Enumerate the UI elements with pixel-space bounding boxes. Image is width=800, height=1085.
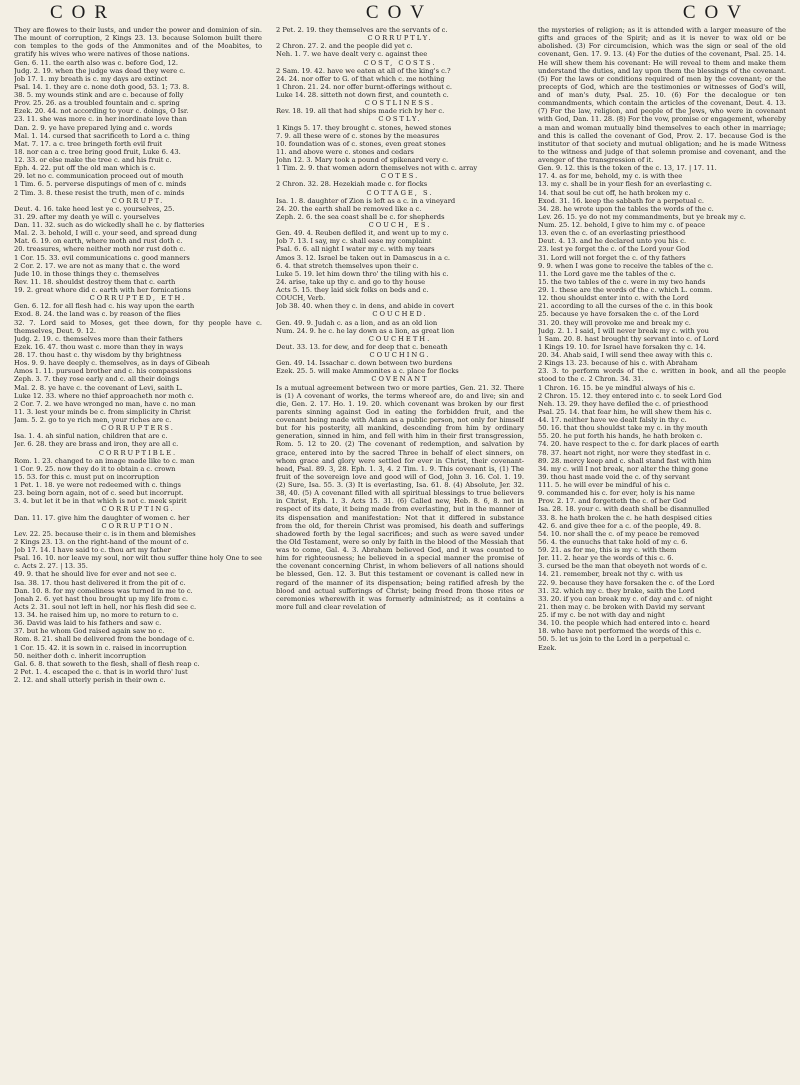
entry-line: 1 Sam. 20. 8. hast brought thy servant into c. of Lord: [538, 334, 719, 343]
entry-line: 13. even the c. of an everlasting priesthood: [538, 229, 686, 238]
entry-line: Deut. 4. 13. and he declared unto you his c.: [538, 237, 687, 246]
entry-line: 22. 9. because they have forsaken the c. of the Lord: [538, 578, 715, 587]
entry-line: Gen. 6. 11. the earth also was c. before God, 12.: [14, 58, 178, 67]
entry-line: 31. 20. they will provoke me and break my c.: [538, 318, 691, 327]
entry-line: Rev. 11. 18. shouldst destroy them that c. earth: [14, 277, 176, 286]
entry-line: 1 Kings 5. 17. they brought c. stones, hewed stones: [276, 123, 452, 132]
entry-line: 2 Tim. 3. 8. these resist the truth, men of c. minds: [14, 188, 185, 197]
entry-line: COVENANT: [371, 375, 429, 384]
entry-line: Luke 12. 33. where no thief approacheth nor moth c.: [14, 391, 194, 400]
entry-line: Isa. 38. 17. thou hast delivered it from the pit of c.: [14, 578, 186, 587]
entry-line: 24. arise, take up thy c. and go to thy house: [276, 277, 426, 286]
entry-line: Exod. 31. 16. keep the sabbath for a perpetual c.: [538, 196, 705, 205]
entry-line: 19. 2. great whore did c. earth with her fornications: [14, 286, 191, 294]
entry-line: Job 17. 14. I have said to c. thou art my father: [14, 546, 171, 554]
entry-line: 37. but he whom God raised again saw no c.: [14, 627, 165, 636]
entry-line: 21. then may c. be broken with David my servant: [538, 602, 705, 611]
entry-line: 2 Chron. 32. 28. Hezekiah made c. for flocks: [276, 180, 428, 189]
entry-line: CORRUPTLY.: [367, 34, 433, 43]
entry-line: 89. 28. mercy keep and c. shall stand fast with him: [538, 456, 712, 465]
entry-line: COSTLINESS.: [364, 99, 436, 108]
entry-line: Gen. 49. 14. Issachar c. down between two burdens: [276, 359, 453, 368]
entry-line: Dan. 10. 8. for my comeliness was turned in me to c.: [14, 586, 193, 595]
entry-line: Dan. 11. 17. give him the daughter of women c. her: [14, 513, 190, 522]
entry-line: 21. according to all the curses of the c. in this book: [538, 302, 713, 311]
entry-line: 14. that soul be cut off, he hath broken my c.: [538, 188, 691, 197]
entry-line: Judg. 2. 1. I said, I will never break my c. with you: [538, 326, 709, 335]
entry-line: 2 Chron. 27. 2. and the people did yet c.: [276, 42, 413, 51]
entry-line: Job 38. 40. when they c. in dens, and abide in covert: [276, 302, 455, 311]
entry-line: Judg. 2. 19. c. themselves more than their fathers: [14, 334, 183, 343]
entry-line: 1 Cor. 9. 25. now they do it to obtain a c. crown: [14, 464, 176, 473]
entry-line: 31. 32. which my c. they brake, saith the Lord: [538, 586, 695, 595]
entry-line: 13. my c. shall be in your flesh for an everlasting c.: [538, 180, 712, 189]
entry-line: 50. 5. let us join to the Lord in a perpetual c.: [538, 635, 691, 644]
entry-line: 31. Lord will not forget the c. of thy fathers: [538, 253, 686, 262]
headword-center: COV: [365, 2, 434, 23]
entry-line: Zeph. 3. 7. they rose early and c. all their doings: [14, 375, 180, 384]
entry-line: 36. David was laid to his fathers and saw c.: [14, 619, 162, 628]
entry-line: Acts 2. 31. soul not left in hell, nor his flesh did see c.: [14, 602, 197, 611]
entry-line: 34. 28. he wrote upon the tables the words of the c.: [538, 204, 714, 213]
entry-line: 7. 9. all these were of c. stones by the measures: [276, 131, 440, 140]
entry-line: 23. being born again, not of c. seed but incorrupt.: [14, 489, 184, 498]
entry-line: Luke 5. 19. let him down thro' the tiling with his c.: [276, 269, 449, 278]
entry-line: 13. 34. he raised him up, no more to return to c.: [14, 611, 179, 619]
entry-line: Neh. 1. 7. we have dealt very c. against thee: [276, 50, 428, 59]
entry-line: Prov. 25. 26. as a troubled fountain and c. spring: [14, 99, 180, 108]
entry-line: 55. 20. he put forth his hands, he hath broken c.: [538, 432, 703, 441]
entry-line: 18. who have not performed the words of this c.: [538, 627, 702, 636]
entry-line: COTTAGE, S.: [366, 188, 434, 197]
entry-line: Isa. 1. 4. ah sinful nation, children that are c.: [14, 432, 168, 441]
entry-line: 33. 8. he hath broken the c. he hath despised cities: [538, 513, 712, 522]
entry-line: 56. 4. the eunuchs that take hold of my c. 6.: [538, 537, 688, 546]
entry-line: 1 Tim. 2. 9. that women adorn themselves not with c. array: [276, 164, 478, 173]
entry-line: Is a mutual agreement between two or more parties, Gen. 21. 32. There is (1) A covenant of works, the terms whereof are, do and live; sin and die, Gen. 2. 17. Ho. 1. 19. 20. which covenant was broken by our first parents sinning against God in eating the forbidden fruit, and the covenant being made with Adam as a public person, not only for himself but for his posterity, all mankind, descending from him by ordinary generation, sinned in him, and fell with him in their first transgression, Rom. 5. 12 to 20. (2) The covenant of redemption, and salvation by grace, entered into by the sacred Three in behalf of elect sinners, on whom grace and glory were settled for ever in Christ, their covenant-head, Psal. 89. 3, 28. Eph. 1. 3, 4. 2 Tim. 1. 9. This covenant is, (1) The fruit of the sovereign love and good will of God, John 3. 16. Col. 1. 19. (2) Sure, Isa. 55. 3. (3) It is everlasting, Isa. 61. 8. (4) Absolute, Jer. 32. 38, 40. (5) A covenant filled with all spiritual blessings to true believers in Christ, Eph. 1. 3. Acts 15. 31. (6) Called new, Heb. 8. 6, 8. not in respect of its date, it being made from everlasting, but in the manner of its dispensation and manifestation: Not that it differed in substance from the old, for therein Christ was promised, his death and sufferings shadowed forth by the legal sacrifices; and such as were saved under the Old Testament, were so only by faith in the blood of the Messiah that was to come, Gal. 4. 3. Abraham believed God, and it was counted to him for righteousness; he believed in a special manner the promise of the covenant concerning Christ, in whom believers of all nations should be blessed, Gen. 12. 3. But this testament or covenant is called new in regard of the manner of its dispensation; being ratified afresh by the blood and actual sufferings of Christ; being freed from those rites or ceremonies wherewith it was formerly administred; as it contains a more full and clear revelation of: [276, 383, 524, 611]
entry-line: 1 Pet. 1. 18. ye were not redeemed with c. things: [14, 481, 181, 489]
entry-line: 1 Chron. 16. 15. be ye mindful always of his c.: [538, 383, 696, 392]
entry-line: Job 17. 1. my breath is c. my days are extinct: [14, 74, 168, 83]
entry-line: Hos. 9. 9. have deeply c. themselves, as in days of Gibeah: [14, 359, 210, 368]
entry-line: 2 Kings 13. 23. because of his c. with Abraham: [538, 359, 698, 368]
entry-line: 29. let no c. communication proceed out of mouth: [14, 172, 184, 181]
entry-line: 24. 20. the earth shall be removed like a c.: [276, 204, 422, 213]
entry-line: 78. 37. heart not right, nor were they stedfast in c.: [538, 448, 711, 457]
entry-line: CORRUPT.: [111, 196, 165, 205]
entry-line: CORRUPTIBLE.: [98, 448, 178, 457]
entry-line: Deut. 33. 13. for dew, and for deep that c. beneath: [276, 342, 448, 351]
entry-line: COUCHED.: [372, 310, 428, 319]
entry-line: 12. 33. or else make the tree c. and his fruit c.: [14, 156, 172, 164]
entry-line: Rom. 8. 21. shall be delivered from the bondage of c.: [14, 635, 195, 644]
entry-line: 49. 9. that he should live for ever and not see c.: [14, 570, 177, 579]
entry-line: Luke 14. 28. sitteth not down first, and counteth c.: [276, 91, 449, 99]
entry-line: 1 Cor. 15. 42. it is sown in c. raised in incorruption: [14, 643, 187, 652]
entry-line: Lev. 26. 15. ye do not my commandments, but ye break my c.: [538, 212, 746, 221]
column-3: [538, 26, 786, 1078]
entry-line: Deut. 4. 16. take heed lest ye c. yourselves, 25.: [14, 204, 175, 213]
entry-line: Gen. 49. 4. Reuben defiled it, and went up to my c.: [276, 229, 449, 238]
entry-line: 1 Chron. 21. 24. nor offer burnt-offerings without c.: [276, 82, 452, 91]
entry-line: 20. 34. Ahab said, I will send thee away with this c.: [538, 351, 713, 359]
entry-line: 33. 20. if you can break my c. of day and c. of night: [538, 594, 713, 603]
entry-line: 9. commanded his c. for ever, holy is his name: [538, 489, 695, 498]
entry-line: Psal. 16. 10. nor leave my soul, nor wilt thou suffer thine holy One to see c. Acts 2. 27. | 13. 35.: [14, 554, 262, 571]
entry-line: Psal. 25. 14. that fear him, he will shew them his c.: [538, 407, 712, 416]
entry-line: 39. thou hast made void the c. of thy servant: [538, 472, 690, 481]
entry-line: Dan. 2. 9. ye have prepared lying and c. words: [14, 123, 173, 132]
entry-line: Judg. 2. 19. when the judge was dead they were c.: [14, 66, 186, 75]
entry-line: Dan. 11. 32. such as do wickedly shall he c. by flatteries: [14, 221, 205, 229]
entry-line: 2 Cor. 2. 17. we are not as many that c. the word: [14, 261, 180, 270]
entry-line: 54. 10. nor shall the c. of my peace be removed: [538, 529, 700, 538]
entry-line: COTES.: [380, 172, 420, 181]
entry-line: Ezek. 25. 5. will make Ammonites a c. place for flocks: [276, 367, 459, 376]
entry-line: 10. foundation was of c. stones, even great stones: [276, 139, 446, 148]
entry-line: 34. my c. will I not break, nor alter the thing gone: [538, 464, 709, 473]
entry-line: Isa. 28. 18. your c. with death shall be disannulled: [538, 505, 710, 514]
entry-line: Gal. 6. 8. that soweth to the flesh, shall of flesh reap c.: [14, 659, 200, 668]
entry-line: Ezek. 16. 47. thou wast c. more than they in ways: [14, 342, 184, 351]
entry-line: 23. lest ye forget the c. of the Lord your God: [538, 245, 690, 254]
entry-line: 1 Cor. 15. 33. evil communications c. good manners: [14, 253, 190, 262]
entry-line: 12. thou shouldst enter into c. with the Lord: [538, 294, 689, 303]
entry-line: 24. 24. nor offer to G. of that which c. me nothing: [276, 74, 445, 83]
entry-line: 17. 4. as for me, behold, my c. is with thee: [538, 172, 683, 181]
entry-line: Psal. 6. 6. all night I water my c. with my tears: [276, 245, 435, 254]
entry-line: Exod. 8. 24. the land was c. by reason of the flies: [14, 310, 181, 319]
entry-line: Mat. 7. 17. a c. tree bringeth forth evil fruit: [14, 139, 163, 148]
entry-line: Eph. 4. 22. put off the old man which is c.: [14, 164, 156, 173]
entry-line: 32. 7. Lord said to Moses, get thee down, for thy people have c. themselves, Deut. 9. 12.: [14, 318, 262, 335]
entry-line: Ezek. 20. 44. not according to your c. doings, O Isr.: [14, 107, 189, 116]
entry-line: COUCH, Verb.: [276, 294, 326, 303]
entry-line: Prov. 2. 17. and forgetteth the c. of her God: [538, 497, 687, 506]
entry-line: Amos 1. 11. pursued brother and c. his compassions: [14, 367, 192, 376]
entry-line: CORRUPTION.: [101, 521, 175, 530]
entry-line: Jer. 6. 28. they are brass and iron, they are all c.: [14, 440, 179, 449]
entry-line: 2 Pet. 2. 19. they themselves are the servants of c.: [276, 26, 448, 34]
entry-line: CORRUPTING.: [101, 505, 175, 514]
entry-line: 3. cursed be the man that obeyeth not words of c.: [538, 562, 708, 571]
entry-line: 15. 53. for this c. must put on incorruption: [14, 472, 160, 481]
entry-line: 50. 16. that thou shouldst take my c. in thy mouth: [538, 424, 708, 433]
entry-line: CORRUPTED, ETH.: [89, 294, 187, 303]
entry-line: Job 7. 13. I say, my c. shall ease my complaint: [276, 237, 432, 246]
entry-line: Num. 24. 9. he c. he lay down as a lion, as great lion: [276, 326, 455, 335]
entry-line: Gen. 6. 12. for all flesh had c. his way upon the earth: [14, 302, 195, 311]
entry-line: Ezek.: [538, 643, 557, 652]
entry-line: 3. 4. but let it be in that which is not c. meek spirit: [14, 497, 187, 506]
entry-line: 2. 12. and shall utterly perish in their own c.: [14, 676, 166, 684]
entry-line: Mal. 2. 3. behold, I will c. your seed, and spread dung: [14, 229, 197, 238]
entry-line: 11. 3. lest your minds be c. from simplicity in Christ: [14, 407, 191, 416]
entry-line: CORRUPTERS.: [101, 424, 175, 433]
entry-line: Mat. 6. 19. on earth, where moth and rust doth c.: [14, 237, 183, 246]
entry-line: COUCHETH.: [368, 334, 432, 343]
entry-line: COSTLY.: [378, 115, 422, 124]
entry-line: Gen. 49. 9. Judah c. as a lion, and as an old lion: [276, 318, 438, 327]
entry-line: 11. and above were c. stones and cedars: [276, 147, 414, 156]
entry-line: 50. neither doth c. inherit incorruption: [14, 651, 147, 660]
entry-line: COUCH, ES.: [368, 221, 432, 229]
entry-line: Jonah 2. 6. yet hast thou brought up my life from c.: [14, 594, 189, 603]
entry-line: 1 Kings 19. 10. for Israel have forsaken thy c. 14.: [538, 342, 706, 351]
entry-line: Jer. 11. 2. hear ye the words of this c. 6.: [538, 554, 674, 563]
entry-line: 11. the Lord gave me the tables of the c.: [538, 269, 676, 278]
entry-line: 2 Cor. 7. 2. we have wronged no man, have c. no man: [14, 399, 196, 408]
entry-line: 2 Kings 23. 13. on the right-hand of the mount of c.: [14, 537, 189, 546]
entry-line: Neh. 13. 29. they have defiled the c. of priesthood: [538, 399, 709, 408]
entry-line: 44. 17. neither have we dealt falsly in thy c.: [538, 416, 687, 424]
entry-line: 9. 9. when I was gone to receive the tables of the c.: [538, 261, 714, 270]
entry-line: Zeph. 2. 6. the sea coast shall be c. for shepherds: [276, 212, 445, 221]
headword-left: COR: [50, 2, 117, 23]
entry-line: 18. nor can a c. tree bring good fruit, Luke 6. 43.: [14, 147, 181, 156]
entry-line: 14. 21. remember, break not thy c. with us: [538, 570, 683, 579]
entry-line: Mal. 1. 14. cursed that sacrificeth to Lord a c. thing: [14, 131, 190, 140]
entry-line: 31. 29. after my death ye will c. yourselves: [14, 212, 160, 221]
entry-line: 29. 1. these are the words of the c. which L. comm.: [538, 286, 713, 294]
entry-line: the mysteries of religion; as it is attended with a larger measure of the gifts and graces of the Spirit; and as it is never to wax old or be abolished. (3) For circumcision, which was the sign or seal of the old covenant, Gen. 17. 9. 13. (4) For the duties of the covenant, Psal. 25. 14. He will shew them his covenant: He will reveal to them and make them understand the duties, and lay upon them the blessings of the covenant. (5) For the laws or conditions required of men by the covenant; or the precepts of God, which are the testimonies or witnesses of God's will, and of man's duty, Psal. 25. 10. (6) For the decalogue or ten commandments, which contain the articles of the covenant, Deut. 4. 13. (7) For the law, religion, and people of the Jews, who were in covenant with God, Dan. 11. 28. (8) For the vow, promise or engagement, whereby a man and woman mutually bind themselves to each other in marriage; and this is called the covenant of God, Prov. 2. 17. because God is the institutor of that society and mutual obligation; and he is made Witness to the witness and judge of that solemn promise and covenant, and the avenger of the transgression of it.: [538, 26, 786, 164]
entry-line: 2 Pet. 1. 4. escaped the c. that is in world thro' lust: [14, 667, 188, 676]
entry-line: 111. 5. he will ever be mindful of his c.: [538, 481, 671, 489]
entry-line: Rev. 18. 19. all that had ships made rich by her c.: [276, 107, 445, 116]
entry-line: 6. 4. that stretch themselves upon their c.: [276, 261, 419, 270]
column-2: [276, 26, 524, 1078]
entry-line: John 12. 3. Mary took a pound of spikenard very c.: [276, 156, 449, 164]
entry-line: 25. if my c. be not with day and night: [538, 611, 665, 619]
entry-line: Jam. 5. 2. go to ye rich men, your riches are c.: [14, 416, 172, 424]
entry-line: 20. treasures, where neither moth nor rust doth c.: [14, 245, 186, 254]
entry-line: Jude 10. in those things they c. themselves: [14, 269, 160, 278]
entry-line: 25. because ye have forsaken the c. of the Lord: [538, 310, 699, 319]
entry-line: Gen. 9. 12. this is the token of the c. 13, 17. | 17. 11.: [538, 164, 717, 173]
entry-line: Isa. 1. 8. daughter of Zion is left as a c. in a vineyard: [276, 196, 456, 205]
entry-line: 2 Sam. 19. 42. have we eaten at all of the king's c.?: [276, 66, 451, 75]
entry-line: 1 Tim. 6. 5. perverse disputings of men of c. minds: [14, 180, 187, 189]
entry-line: COUCHING.: [369, 351, 431, 359]
column-1: [14, 26, 262, 1078]
entry-line: 34. 10. the people which had entered into c. heard: [538, 619, 710, 628]
entry-line: 2 Chron. 15. 12. they entered into c. to seek Lord God: [538, 391, 722, 400]
entry-line: Psal. 14. 1. they are c. none doth good, 53. 1; 73. 8.: [14, 82, 190, 91]
entry-line: Rom. 1. 23. changed to an image made like to c. man: [14, 456, 195, 465]
entry-line: Lev. 22. 25. because their c. is in them and blemishes: [14, 529, 196, 538]
running-head: [14, 0, 786, 26]
entry-line: 38. 5. my wounds stink and are c. because of folly: [14, 91, 184, 99]
entry-line: Acts 5. 15. they laid sick folks on beds and c.: [276, 286, 429, 294]
entry-line: 23. 3. to perform words of the c. written in book, and all the people stood to the c. 2 Chron. 34. 31.: [538, 367, 786, 384]
text-columns: [14, 26, 786, 1078]
headword-right: COV: [682, 2, 750, 23]
entry-line: 59. 21. as for me, this is my c. with them: [538, 546, 677, 554]
entry-line: 28. 17. thou hast c. thy wisdom by thy brightness: [14, 351, 182, 359]
entry-line: Mal. 2. 8. ye have c. the covenant of Levi, saith L.: [14, 383, 183, 392]
entry-line: They are flowes to their lusts, and under the power and dominion of sin. The mount of corruption, 2 Kings 23. 13. because Solomon built there con temples to the gods of the Ammonites and of the Moabites, to gratify his wives who were natives of those nations.: [14, 26, 262, 59]
entry-line: 15. the two tables of the c. were in my two hands: [538, 277, 706, 286]
entry-line: 23. 11. she was more c. in her inordinate love than: [14, 115, 187, 124]
entry-line: 74. 20. have respect to the c. for dark places of earth: [538, 440, 719, 449]
entry-line: COST, COSTS.: [363, 58, 437, 67]
entry-line: Num. 25. 12. behold, I give to him my c. of peace: [538, 221, 706, 229]
entry-line: 42. 6. and give thee for a c. of the people, 49. 8.: [538, 521, 701, 530]
entry-line: Amos 3. 12. Israel be taken out in Damascus in a c.: [276, 253, 450, 262]
